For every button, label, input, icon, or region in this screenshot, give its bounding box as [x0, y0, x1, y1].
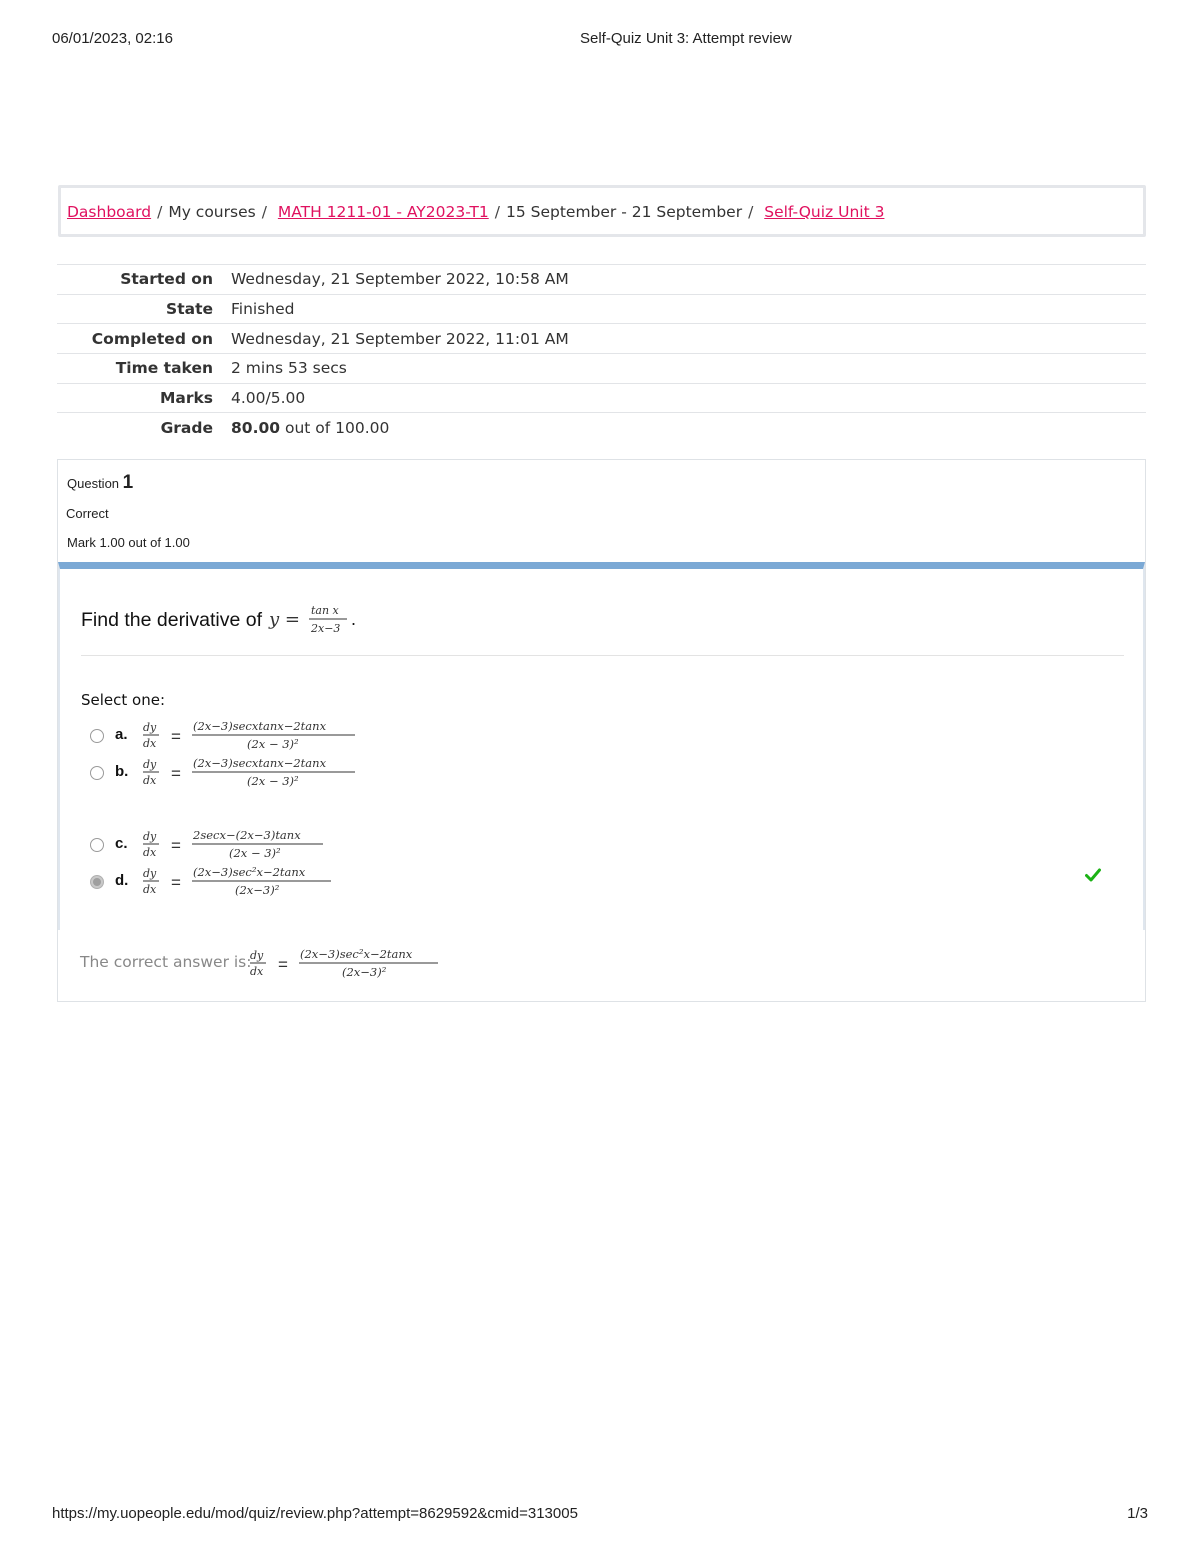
attempt-summary-table	[57, 264, 1146, 443]
formula-period: .	[351, 609, 357, 629]
option-letter: b.	[115, 763, 129, 780]
question-info	[58, 460, 1145, 564]
print-page-number: 1/3	[1127, 1505, 1148, 1522]
summary-row-time-taken	[57, 354, 1146, 384]
radio-button[interactable]	[90, 729, 104, 743]
option-formula	[143, 827, 383, 865]
radio-button[interactable]	[90, 838, 104, 852]
dy: dy	[143, 830, 157, 843]
answer-option-a[interactable]	[90, 719, 1110, 756]
select-one-prompt: Select one:	[81, 691, 166, 709]
question-content	[58, 562, 1145, 930]
dy: dy	[250, 949, 264, 962]
breadcrumb-quiz-link[interactable]: Self-Quiz Unit 3	[764, 203, 885, 221]
breadcrumb	[67, 203, 884, 221]
summary-label: Completed on	[91, 329, 213, 348]
summary-label: Marks	[159, 389, 213, 408]
dx: dx	[143, 883, 157, 896]
option-formula	[143, 718, 383, 756]
option-numerator: (2x−3)secxtanx−2tanx	[193, 719, 327, 733]
summary-label: Grade	[160, 419, 213, 438]
question-text-prefix: Find the derivative of	[81, 609, 263, 632]
option-numerator: (2x−3)sec²x−2tanx	[193, 865, 306, 879]
question-label: Question	[67, 476, 120, 491]
breadcrumb-course-link[interactable]: MATH 1211-01 - AY2023-T1	[277, 203, 489, 221]
summary-row-grade	[57, 413, 1146, 443]
print-footer	[52, 1505, 1148, 1525]
formula-denominator: 2x−3	[311, 622, 341, 635]
print-datetime: 06/01/2023, 02:16	[52, 30, 173, 47]
svg-text:=: =	[171, 727, 181, 746]
question-state: Correct	[66, 506, 109, 521]
breadcrumb-separator: /	[494, 203, 500, 221]
formula-numerator: tan x	[311, 604, 340, 617]
option-letter: a.	[115, 726, 128, 743]
dy: dy	[143, 758, 157, 771]
question-card	[57, 459, 1146, 1002]
summary-row-completed	[57, 324, 1146, 354]
breadcrumb-dashboard-link[interactable]: Dashboard	[67, 203, 152, 221]
print-header	[52, 30, 1148, 50]
question-feedback	[58, 930, 1145, 1002]
summary-row-marks	[57, 383, 1146, 413]
question-divider	[81, 655, 1124, 656]
summary-value: Finished	[231, 300, 295, 319]
summary-value: 2 mins 53 secs	[231, 359, 347, 378]
print-url: https://my.uopeople.edu/mod/quiz/review.php?attempt=8629592&cmid=313005	[52, 1505, 578, 1522]
check-icon	[1085, 868, 1101, 882]
summary-value: 4.00/5.00	[231, 389, 306, 408]
answer-option-c[interactable]	[90, 828, 1110, 865]
svg-text:=: =	[171, 873, 181, 892]
radio-button[interactable]	[90, 766, 104, 780]
breadcrumb-week: 15 September - 21 September	[505, 203, 743, 221]
summary-label: Time taken	[115, 359, 213, 378]
summary-row-state	[57, 294, 1146, 324]
breadcrumb-my-courses: My courses	[168, 203, 256, 221]
answer-option-b[interactable]	[90, 756, 1110, 793]
correct-numerator: (2x−3)sec²x−2tanx	[300, 947, 413, 961]
dy: dy	[143, 721, 157, 734]
formula-lhs: y =	[269, 609, 301, 630]
option-denominator: (2x − 3)²	[247, 737, 299, 751]
summary-value	[231, 413, 1146, 443]
question-formula	[269, 603, 361, 639]
question-grade: Mark 1.00 out of 1.00	[67, 535, 190, 550]
option-numerator: 2secx−(2x−3)tanx	[193, 828, 301, 842]
dx: dx	[250, 965, 264, 978]
summary-value: Wednesday, 21 September 2022, 10:58 AM	[231, 270, 569, 289]
breadcrumb-separator: /	[157, 203, 163, 221]
correct-answer-label: The correct answer is:	[80, 953, 252, 971]
svg-text:=: =	[278, 955, 288, 974]
correct-denominator: (2x−3)²	[342, 965, 387, 979]
grade-out-of: out of 100.00	[280, 419, 390, 438]
option-formula	[143, 755, 383, 793]
answer-option-d[interactable]	[90, 865, 1110, 902]
correct-answer-formula	[245, 946, 495, 984]
dx: dx	[143, 774, 157, 787]
dx: dx	[143, 737, 157, 750]
option-denominator: (2x − 3)²	[229, 846, 281, 860]
summary-label: Started on	[120, 270, 213, 289]
breadcrumb-container	[58, 185, 1146, 237]
svg-text:=: =	[171, 764, 181, 783]
option-formula	[143, 864, 383, 902]
option-letter: d.	[115, 872, 129, 889]
question-text	[81, 603, 361, 639]
breadcrumb-separator: /	[261, 203, 267, 221]
summary-value: Wednesday, 21 September 2022, 11:01 AM	[231, 329, 569, 348]
option-numerator: (2x−3)secxtanx−2tanx	[193, 756, 327, 770]
question-number	[67, 472, 133, 494]
dy: dy	[143, 867, 157, 880]
radio-button-selected[interactable]	[90, 875, 104, 889]
option-denominator: (2x − 3)²	[247, 774, 299, 788]
summary-label: State	[166, 300, 213, 319]
breadcrumb-separator: /	[748, 203, 754, 221]
question-number-value: 1	[122, 472, 134, 493]
grade-score: 80.00	[231, 419, 281, 438]
summary-row-started	[57, 265, 1146, 295]
option-letter: c.	[115, 835, 128, 852]
svg-text:=: =	[171, 836, 181, 855]
option-denominator: (2x−3)²	[235, 883, 280, 897]
dx: dx	[143, 846, 157, 859]
print-page-title: Self-Quiz Unit 3: Attempt review	[580, 30, 792, 47]
